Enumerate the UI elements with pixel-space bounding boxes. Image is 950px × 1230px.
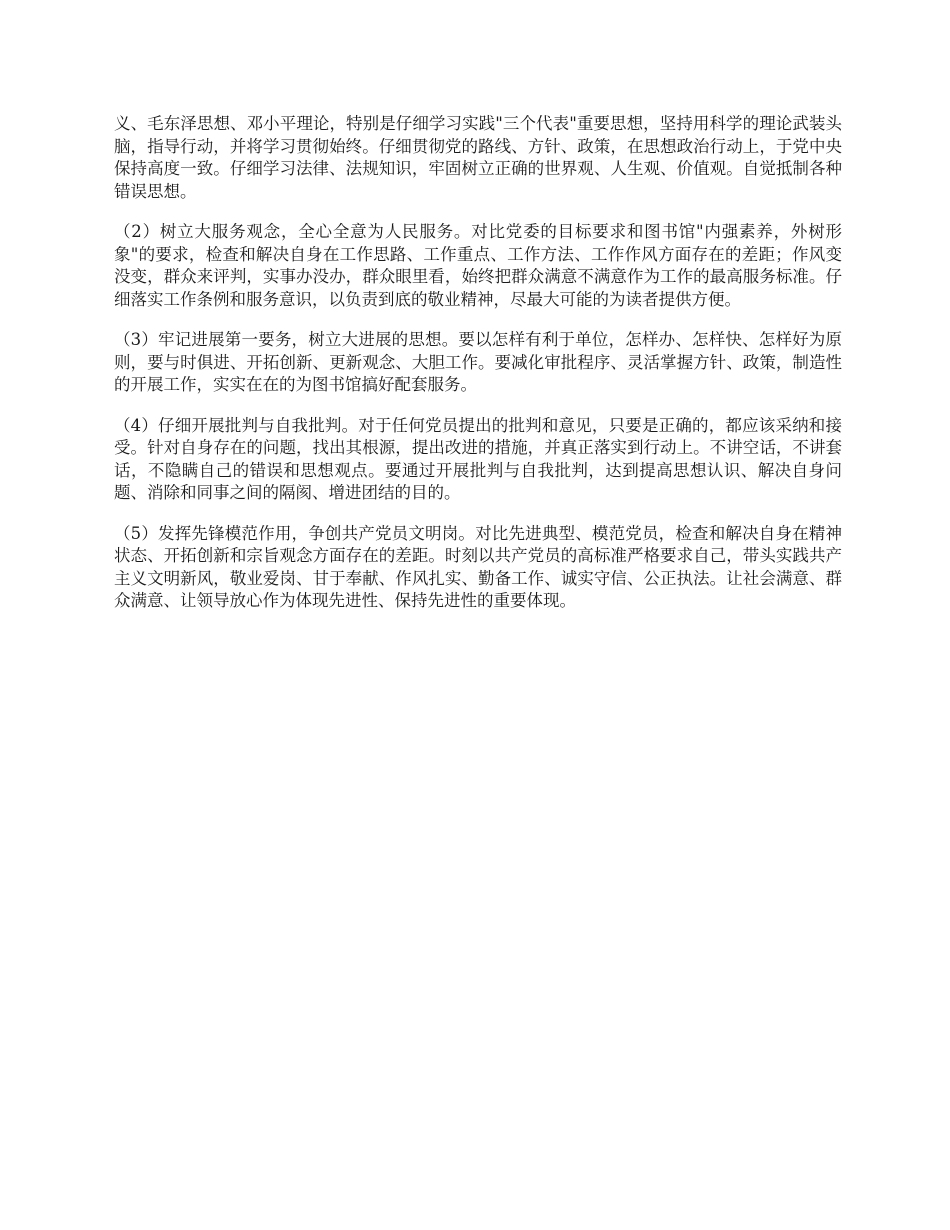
paragraph-2: （2）树立大服务观念，全心全意为人民服务。对比党委的目标要求和图书馆"内强素养，外树形象"的要求，检查和解决自身在工作思路、工作重点、工作方法、工作作风方面存在的差距；作风变没变，群众来评判，实事办没办，群众眼里看，始终把群众满意不满意作为工作的最高服务标准。仔细落实工作条例和服务意识，以负责到底的敬业精神，尽最大可能的为读者提供方便。 bbox=[114, 222, 842, 309]
document-body bbox=[114, 113, 842, 631]
paragraph-5: （5）发挥先锋模范作用，争创共产党员文明岗。对比先进典型、模范党员，检查和解决自身在精神状态、开拓创新和宗旨观念方面存在的差距。时刻以共产党员的高标准严格要求自己，带头实践共产主义文明新风，敬业爱岗、甘于奉献、作风扎实、勤备工作、诚实守信、公正执法。让社会满意、群众满意、让领导放心作为体现先进性、保持先进性的重要体现。 bbox=[114, 523, 842, 610]
paragraph-1: 义、毛东泽思想、邓小平理论，特别是仔细学习实践"三个代表"重要思想，坚持用科学的理论武装头脑，指导行动，并将学习贯彻始终。仔细贯彻党的路线、方针、政策，在思想政治行动上，于党中央保持高度一致。仔细学习法律、法规知识，牢固树立正确的世界观、人生观、价值观。自觉抵制各种错误思想。 bbox=[114, 114, 842, 201]
paragraph-3: （3）牢记进展第一要务，树立大进展的思想。要以怎样有利于单位，怎样办、怎样快、怎样好为原则，要与时俱进、开拓创新、更新观念、大胆工作。要减化审批程序、灵活掌握方针、政策，制造性的开展工作，实实在在的为图书馆搞好配套服务。 bbox=[114, 330, 842, 394]
paragraph-4: （4）仔细开展批判与自我批判。对于任何党员提出的批判和意见，只要是正确的，都应该采纳和接受。针对自身存在的问题，找出其根源，提出改进的措施，并真正落实到行动上。不讲空话，不讲套话，不隐瞒自己的错误和思想观点。要通过开展批判与自我批判，达到提高思想认识、解决自身问题、消除和同事之间的隔阂、增进团结的目的。 bbox=[114, 415, 842, 502]
